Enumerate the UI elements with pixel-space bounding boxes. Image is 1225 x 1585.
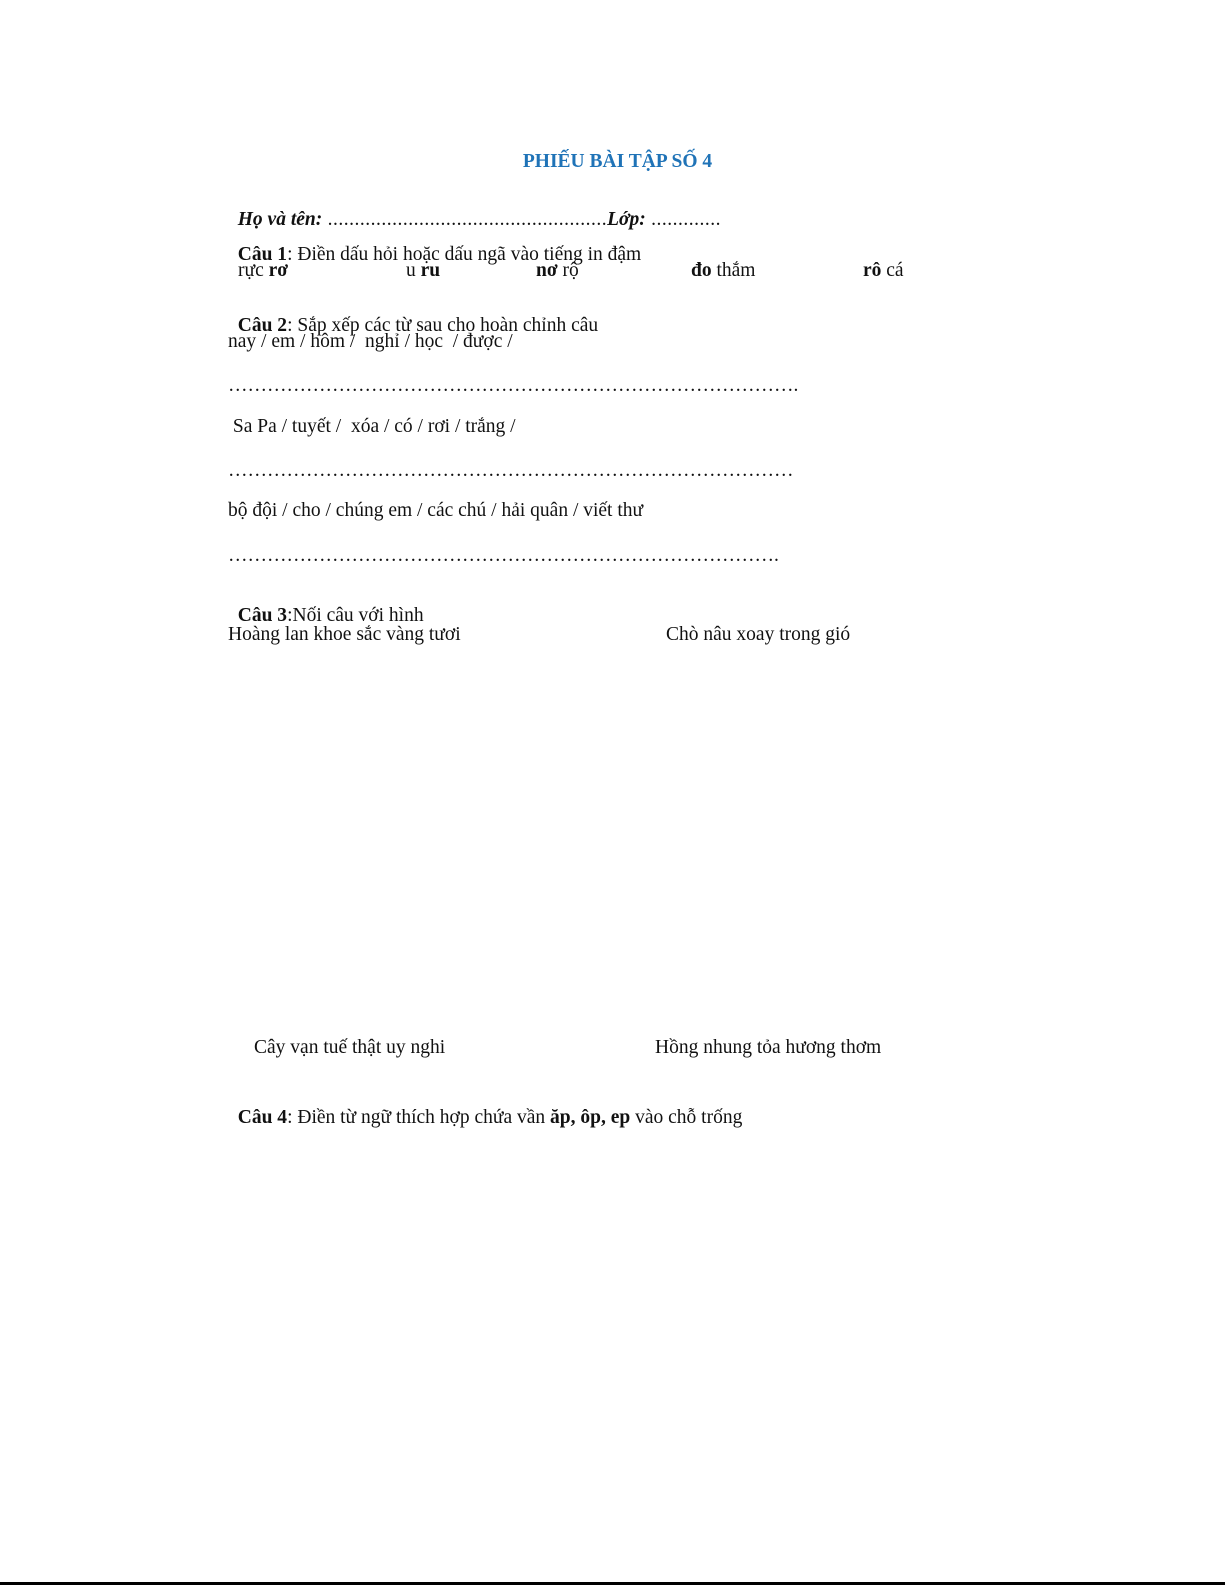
question-1-label: Câu 1 — [237, 243, 288, 265]
question-2-label: Câu 2 — [237, 314, 288, 336]
name-label: Họ và tên: — [237, 208, 323, 230]
question-4-heading — [228, 1088, 742, 1127]
q1-word: rực rơ — [238, 260, 289, 281]
q2-answer-line[interactable]: …………………………………………………………………………. — [228, 545, 779, 566]
name-blank: .................................................... — [322, 208, 608, 230]
q1-word: u ru — [406, 260, 441, 281]
question-1-text: : Điền dấu hỏi hoặc dấu ngã vào tiếng in đậm — [287, 243, 642, 265]
question-2-text: : Sắp xếp các từ sau cho hoàn chỉnh câu — [287, 314, 599, 336]
class-label: Lớp: — [607, 208, 646, 230]
question-2-heading — [228, 296, 598, 335]
question-4-label: Câu 4 — [237, 1106, 288, 1128]
question-1-heading — [228, 225, 641, 264]
q3-sentence-top-left: Hoàng lan khoe sắc vàng tươi — [228, 624, 461, 645]
q3-sentence-bottom-right: Hồng nhung tỏa hương thơm — [655, 1037, 882, 1058]
question-4-rhymes: ăp, ôp, ep — [550, 1106, 631, 1128]
q3-sentence-top-right: Chò nâu xoay trong gió — [666, 624, 851, 645]
student-info-line — [228, 190, 721, 229]
q1-word: nơ rộ — [536, 260, 579, 281]
q2-answer-line[interactable]: ……………………………………………………………………………. — [228, 375, 799, 396]
q2-word-list: nay / em / hôm / nghỉ / học / được / — [228, 331, 513, 352]
q1-word: đo thắm — [691, 260, 756, 281]
question-3-heading — [228, 586, 424, 625]
question-4-text-end: vào chỗ trống — [630, 1106, 743, 1128]
class-blank: ............. — [645, 208, 721, 230]
question-3-label: Câu 3 — [237, 604, 288, 626]
q2-word-list: bộ đội / cho / chúng em / các chú / hải quân / viết thư — [228, 500, 644, 521]
question-4-text: : Điền từ ngữ thích hợp chứa vần — [287, 1106, 551, 1128]
worksheet-title: PHIẾU BÀI TẬP SỐ 4 — [522, 151, 713, 172]
question-3-text: :Nối câu với hình — [287, 604, 424, 626]
q1-word: rô cá — [863, 260, 904, 281]
q2-word-list: Sa Pa / tuyết / xóa / có / rơi / trắng / — [228, 416, 516, 437]
q3-sentence-bottom-left: Cây vạn tuế thật uy nghi — [254, 1037, 446, 1058]
q2-answer-line[interactable]: …………………………………………………………………………… — [228, 460, 794, 481]
